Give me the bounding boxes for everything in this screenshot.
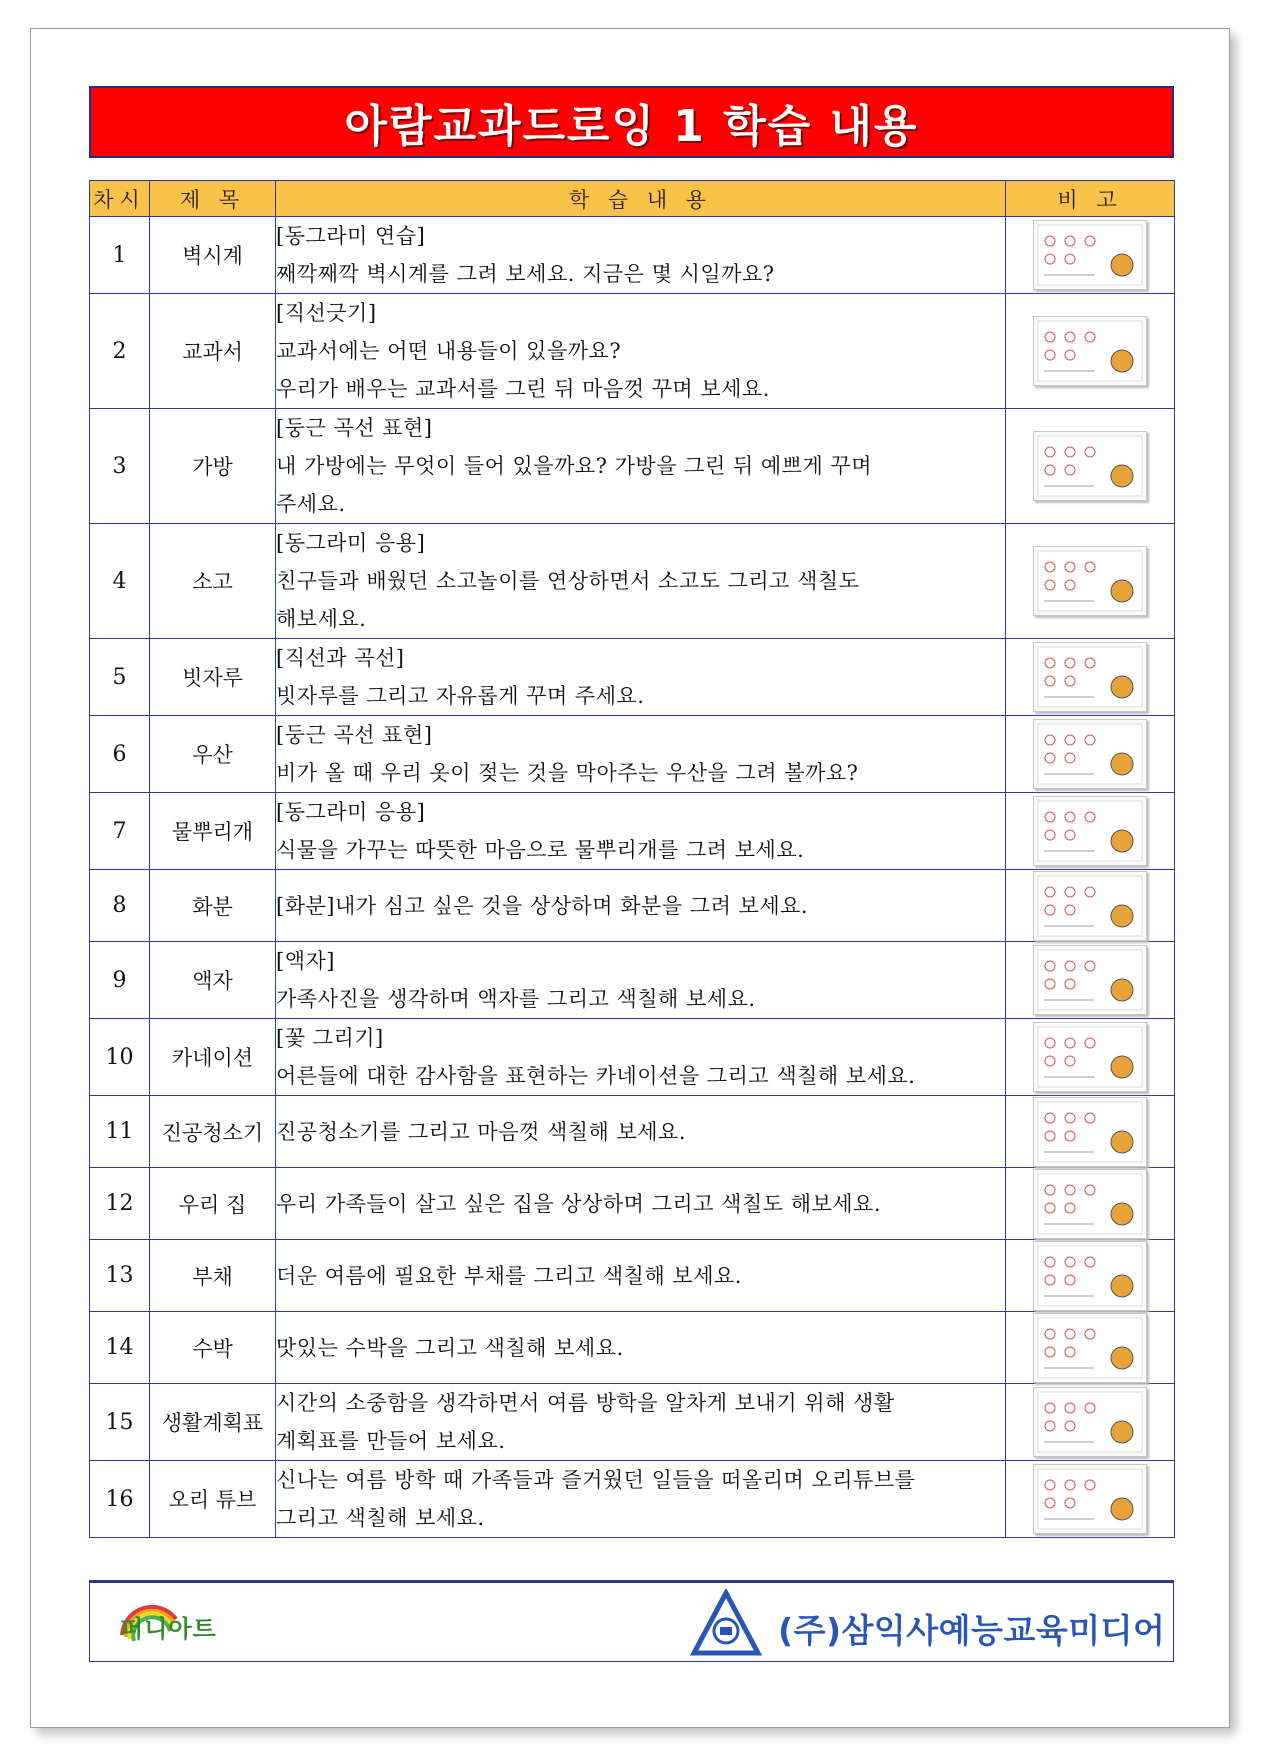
worksheet-thumbnail <box>1033 642 1147 712</box>
content-line: 주세요. <box>276 492 346 516</box>
row-note <box>1006 1312 1175 1384</box>
row-title: 오리 튜브 <box>150 1461 276 1538</box>
row-session-number: 11 <box>90 1096 150 1168</box>
row-title: 교과서 <box>150 294 276 409</box>
row-session-number: 5 <box>90 639 150 716</box>
worksheet-thumbnail <box>1033 1097 1147 1167</box>
row-session-number: 10 <box>90 1019 150 1096</box>
row-session-number: 9 <box>90 942 150 1019</box>
content-line: [직선과 곡선] <box>276 646 405 670</box>
content-line: 내 가방에는 무엇이 들어 있을까요? 가방을 그린 뒤 예쁘게 꾸며 <box>276 454 872 478</box>
table-row <box>90 639 1175 716</box>
row-note <box>1006 1168 1175 1240</box>
table-row <box>90 1384 1175 1461</box>
content-line: 빗자루를 그리고 자유롭게 꾸며 주세요. <box>276 684 645 708</box>
row-content <box>276 1019 1006 1096</box>
content-line: [동그라미 응용] <box>276 800 426 824</box>
page-title: 아람교과드로잉 1 학습 내용 <box>344 101 919 152</box>
row-session-number: 7 <box>90 793 150 870</box>
content-line: 교과서에는 어떤 내용들이 있을까요? <box>276 339 622 363</box>
content-line: 우리 가족들이 살고 싶은 집을 상상하며 그리고 색칠도 해보세요. <box>276 1191 882 1216</box>
row-session-number: 3 <box>90 409 150 524</box>
table-row <box>90 942 1175 1019</box>
row-note <box>1006 1096 1175 1168</box>
row-title: 액자 <box>150 942 276 1019</box>
worksheet-thumbnail <box>1033 1022 1147 1092</box>
content-line: [꽃 그리기] <box>276 1026 384 1050</box>
content-line: 맛있는 수박을 그리고 색칠해 보세요. <box>276 1335 624 1360</box>
row-note <box>1006 294 1175 409</box>
row-title: 소고 <box>150 524 276 639</box>
row-content <box>276 1384 1006 1461</box>
curriculum-table <box>89 180 1175 1538</box>
row-title: 카네이션 <box>150 1019 276 1096</box>
content-line: 계획표를 만들어 보세요. <box>276 1429 506 1453</box>
table-row <box>90 294 1175 409</box>
row-note <box>1006 1240 1175 1312</box>
table-row <box>90 1096 1175 1168</box>
row-content <box>276 793 1006 870</box>
table-row <box>90 870 1175 942</box>
row-note <box>1006 942 1175 1019</box>
row-session-number: 1 <box>90 217 150 294</box>
content-line: [액자] <box>276 949 335 973</box>
row-title: 물뿌리개 <box>150 793 276 870</box>
content-line: 우리가 배우는 교과서를 그린 뒤 마음껏 꾸며 보세요. <box>276 377 770 401</box>
row-content <box>276 1312 1006 1384</box>
table-row <box>90 409 1175 524</box>
row-title: 진공청소기 <box>150 1096 276 1168</box>
table-row <box>90 1168 1175 1240</box>
header-session: 차시 <box>90 181 150 217</box>
row-title: 빗자루 <box>150 639 276 716</box>
table-row <box>90 217 1175 294</box>
row-title: 벽시계 <box>150 217 276 294</box>
content-line: 더운 여름에 필요한 부채를 그리고 색칠해 보세요. <box>276 1263 742 1288</box>
content-line: [둥근 곡선 표현] <box>276 723 433 747</box>
table-row <box>90 1019 1175 1096</box>
worksheet-thumbnail <box>1033 871 1147 941</box>
worksheet-thumbnail <box>1033 431 1147 501</box>
row-session-number: 2 <box>90 294 150 409</box>
content-line: 시간의 소중함을 생각하면서 여름 방학을 알차게 보내기 위해 생활 <box>276 1391 895 1415</box>
row-content <box>276 409 1006 524</box>
row-session-number: 16 <box>90 1461 150 1538</box>
row-session-number: 13 <box>90 1240 150 1312</box>
row-content <box>276 942 1006 1019</box>
worksheet-thumbnail <box>1033 220 1147 290</box>
content-line: [직선긋기] <box>276 301 377 325</box>
table-row <box>90 1240 1175 1312</box>
row-title: 우리 집 <box>150 1168 276 1240</box>
content-line: 친구들과 배웠던 소고놀이를 연상하면서 소고도 그리고 색칠도 <box>276 569 860 593</box>
table-row <box>90 1312 1175 1384</box>
content-line: [화분]내가 심고 싶은 것을 상상하며 화분을 그려 보세요. <box>276 893 809 918</box>
table-header-row <box>90 181 1175 217</box>
row-note <box>1006 1461 1175 1538</box>
content-line: [동그라미 연습] <box>276 224 426 248</box>
row-session-number: 8 <box>90 870 150 942</box>
row-content <box>276 1240 1006 1312</box>
row-content <box>276 524 1006 639</box>
row-title: 생활계획표 <box>150 1384 276 1461</box>
row-content <box>276 1096 1006 1168</box>
row-session-number: 4 <box>90 524 150 639</box>
worksheet-thumbnail <box>1033 1169 1147 1239</box>
row-note <box>1006 217 1175 294</box>
content-line: 가족사진을 생각하며 액자를 그리고 색칠해 보세요. <box>276 987 756 1011</box>
table-row <box>90 1461 1175 1538</box>
content-line: [동그라미 응용] <box>276 531 426 555</box>
row-title: 우산 <box>150 716 276 793</box>
footer <box>89 1580 1174 1662</box>
worksheet-thumbnail <box>1033 546 1147 616</box>
row-note <box>1006 409 1175 524</box>
row-content <box>276 716 1006 793</box>
content-line: 해보세요. <box>276 607 367 631</box>
row-session-number: 14 <box>90 1312 150 1384</box>
worksheet-thumbnail <box>1033 1387 1147 1457</box>
row-session-number: 12 <box>90 1168 150 1240</box>
row-session-number: 15 <box>90 1384 150 1461</box>
worksheet-thumbnail <box>1033 719 1147 789</box>
content-line: 어른들에 대한 감사함을 표현하는 카네이션을 그리고 색칠해 보세요. <box>276 1064 916 1088</box>
company-emblem-icon <box>690 1589 762 1659</box>
row-title: 부채 <box>150 1240 276 1312</box>
row-content <box>276 639 1006 716</box>
row-content <box>276 217 1006 294</box>
worksheet-thumbnail <box>1033 316 1147 386</box>
content-line: [둥근 곡선 표현] <box>276 416 433 440</box>
row-content <box>276 1168 1006 1240</box>
row-content <box>276 294 1006 409</box>
funnyart-logo: 퍼니아트 <box>120 1615 217 1643</box>
worksheet-thumbnail <box>1033 796 1147 866</box>
content-line: 식물을 가꾸는 따뜻한 마음으로 물뿌리개를 그려 보세요. <box>276 838 805 862</box>
content-line: 째깍째깍 벽시계를 그려 보세요. 지금은 몇 시일까요? <box>276 262 775 286</box>
worksheet-thumbnail <box>1033 945 1147 1015</box>
row-note <box>1006 1019 1175 1096</box>
worksheet-thumbnail <box>1033 1241 1147 1311</box>
row-note <box>1006 524 1175 639</box>
row-note <box>1006 1384 1175 1461</box>
table-row <box>90 716 1175 793</box>
content-line: 그리고 색칠해 보세요. <box>276 1506 485 1530</box>
header-content: 학 습 내 용 <box>276 181 1006 217</box>
worksheet-thumbnail <box>1033 1464 1147 1534</box>
row-title: 수박 <box>150 1312 276 1384</box>
row-note <box>1006 793 1175 870</box>
row-title: 화분 <box>150 870 276 942</box>
row-note <box>1006 870 1175 942</box>
content-line: 비가 올 때 우리 옷이 젖는 것을 막아주는 우산을 그려 볼까요? <box>276 761 859 785</box>
header-title: 제 목 <box>150 181 276 217</box>
row-note <box>1006 639 1175 716</box>
row-content <box>276 870 1006 942</box>
content-line: 진공청소기를 그리고 마음껏 색칠해 보세요. <box>276 1119 687 1144</box>
title-banner <box>89 86 1174 158</box>
row-content <box>276 1461 1006 1538</box>
company-name: (주)삼익사예능교육미디어 <box>778 1611 1166 1650</box>
row-note <box>1006 716 1175 793</box>
row-session-number: 6 <box>90 716 150 793</box>
table-row <box>90 793 1175 870</box>
row-title: 가방 <box>150 409 276 524</box>
worksheet-thumbnail <box>1033 1313 1147 1383</box>
table-row <box>90 524 1175 639</box>
header-note: 비 고 <box>1006 181 1175 217</box>
content-line: 신나는 여름 방학 때 가족들과 즐거웠던 일들을 떠올리며 오리튜브를 <box>276 1468 916 1492</box>
